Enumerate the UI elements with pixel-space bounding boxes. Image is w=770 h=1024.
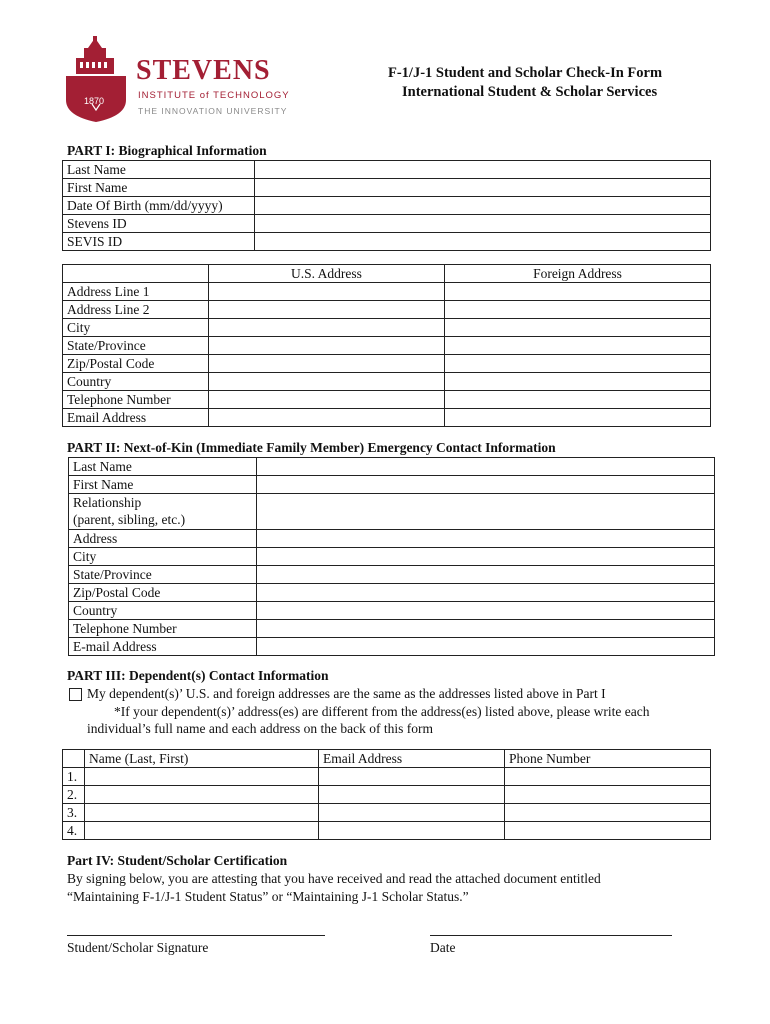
table-row: [63, 786, 711, 804]
form-title: F-1/J-1 Student and Scholar Check-In Form: [388, 65, 663, 81]
foreign-telephone-input[interactable]: [445, 391, 711, 409]
stevens-id-input[interactable]: [255, 215, 711, 233]
kin-telephone-input[interactable]: [257, 620, 715, 638]
table-row: [69, 602, 715, 620]
table-row: [69, 638, 715, 656]
table-row: [63, 179, 711, 197]
table-row: [63, 233, 711, 251]
part3-heading: PART III: Dependent(s) Contact Information: [67, 668, 329, 683]
field-label: SEVIS ID: [63, 233, 255, 251]
certification-text-line1: By signing below, you are attesting that you have received and read the attached document entitled: [67, 871, 601, 886]
table-row: [69, 458, 715, 476]
dependent-name-input[interactable]: [85, 822, 319, 840]
us-address-header: U.S. Address: [209, 265, 445, 283]
table-row: [69, 476, 715, 494]
relationship-hint: (parent, sibling, etc.): [73, 512, 186, 527]
field-label: City: [69, 548, 257, 566]
dependents-note-line2: individual’s full name and each address on the back of this form: [87, 721, 434, 736]
signature-label: Student/Scholar Signature: [67, 940, 209, 955]
table-header-row: [63, 265, 711, 283]
field-label: Stevens ID: [63, 215, 255, 233]
table-row: [63, 768, 711, 786]
stevens-shield-icon: [62, 34, 132, 124]
email-header: Email Address: [319, 750, 505, 768]
logo-name: STEVENS: [136, 55, 271, 86]
field-label: First Name: [69, 476, 257, 494]
field-label: Email Address: [63, 409, 209, 427]
kin-first-name-input[interactable]: [257, 476, 715, 494]
row-number: 4.: [63, 822, 85, 840]
field-label: Zip/Postal Code: [63, 355, 209, 373]
us-address-line2-input[interactable]: [209, 301, 445, 319]
name-header: Name (Last, First): [85, 750, 319, 768]
logo-year: 1870: [84, 96, 105, 106]
field-label: Telephone Number: [63, 391, 209, 409]
field-label: Address Line 1: [63, 283, 209, 301]
table-row: [63, 822, 711, 840]
same-address-checkbox[interactable]: [69, 688, 82, 701]
table-row: [69, 566, 715, 584]
field-label: E-mail Address: [69, 638, 257, 656]
dependent-phone-input[interactable]: [505, 822, 711, 840]
table-row: [63, 197, 711, 215]
logo-tagline: THE INNOVATION UNIVERSITY: [138, 106, 288, 116]
date-line[interactable]: [430, 935, 672, 936]
field-label: Address Line 2: [63, 301, 209, 319]
dependent-phone-input[interactable]: [505, 786, 711, 804]
field-label: Country: [69, 602, 257, 620]
dependents-note-line1: *If your dependent(s)’ address(es) are different from the address(es) listed above, please write each: [114, 704, 650, 719]
dob-input[interactable]: [255, 197, 711, 215]
field-label: Zip/Postal Code: [69, 584, 257, 602]
foreign-address-header: Foreign Address: [445, 265, 711, 283]
kin-state-input[interactable]: [257, 566, 715, 584]
phone-header: Phone Number: [505, 750, 711, 768]
table-row: [69, 494, 715, 530]
us-state-input[interactable]: [209, 337, 445, 355]
field-label: Last Name: [63, 161, 255, 179]
field-label: State/Province: [63, 337, 209, 355]
foreign-email-input[interactable]: [445, 409, 711, 427]
dependent-email-input[interactable]: [319, 804, 505, 822]
us-country-input[interactable]: [209, 373, 445, 391]
biographical-table: [62, 160, 711, 251]
field-label: Country: [63, 373, 209, 391]
dependent-email-input[interactable]: [319, 786, 505, 804]
number-header-blank: [63, 750, 85, 768]
table-row: [69, 548, 715, 566]
dependent-phone-input[interactable]: [505, 804, 711, 822]
us-zip-input[interactable]: [209, 355, 445, 373]
field-label: Telephone Number: [69, 620, 257, 638]
table-row: [63, 301, 711, 319]
us-email-input[interactable]: [209, 409, 445, 427]
field-label: State/Province: [69, 566, 257, 584]
field-label: Address: [69, 530, 257, 548]
address-table: [62, 264, 711, 427]
row-number: 3.: [63, 804, 85, 822]
foreign-address-line2-input[interactable]: [445, 301, 711, 319]
part2-heading: PART II: Next-of-Kin (Immediate Family Member) Emergency Contact Information: [67, 440, 556, 455]
table-row: [63, 215, 711, 233]
table-row: [63, 804, 711, 822]
kin-zip-input[interactable]: [257, 584, 715, 602]
certification-text-line2: “Maintaining F-1/J-1 Student Status” or “Maintaining J-1 Scholar Status.”: [67, 889, 469, 904]
dependent-email-input[interactable]: [319, 768, 505, 786]
field-label: Date Of Birth (mm/dd/yyyy): [63, 197, 255, 215]
row-number: 1.: [63, 768, 85, 786]
row-number: 2.: [63, 786, 85, 804]
logo-subtitle: INSTITUTE of TECHNOLOGY: [138, 90, 290, 101]
table-row: [63, 373, 711, 391]
address-header-blank: [63, 265, 209, 283]
us-city-input[interactable]: [209, 319, 445, 337]
date-label: Date: [430, 940, 456, 955]
foreign-country-input[interactable]: [445, 373, 711, 391]
table-row: [63, 355, 711, 373]
field-label: City: [63, 319, 209, 337]
table-row: [63, 409, 711, 427]
kin-email-input[interactable]: [257, 638, 715, 656]
dependents-table: [62, 749, 711, 840]
same-address-label: My dependent(s)’ U.S. and foreign addresses are the same as the addresses listed above in Part I: [87, 686, 606, 701]
next-of-kin-table: [68, 457, 715, 656]
relationship-label: Relationship: [73, 495, 142, 510]
us-address-line1-input[interactable]: [209, 283, 445, 301]
kin-last-name-input[interactable]: [257, 458, 715, 476]
part4-heading: Part IV: Student/Scholar Certification: [67, 853, 288, 868]
dependent-name-input[interactable]: [85, 804, 319, 822]
table-row: [63, 391, 711, 409]
field-label: First Name: [63, 179, 255, 197]
field-label: Last Name: [69, 458, 257, 476]
stevens-logo: [62, 34, 302, 124]
dependent-name-input[interactable]: [85, 768, 319, 786]
table-row: [63, 319, 711, 337]
table-row: [63, 337, 711, 355]
table-row: [69, 620, 715, 638]
last-name-input[interactable]: [255, 161, 711, 179]
signature-line[interactable]: [67, 935, 325, 936]
table-row: [63, 161, 711, 179]
foreign-state-input[interactable]: [445, 337, 711, 355]
dependent-phone-input[interactable]: [505, 768, 711, 786]
dependent-email-input[interactable]: [319, 822, 505, 840]
kin-relationship-input[interactable]: [257, 494, 715, 530]
foreign-city-input[interactable]: [445, 319, 711, 337]
us-telephone-input[interactable]: [209, 391, 445, 409]
dependent-name-input[interactable]: [85, 786, 319, 804]
foreign-address-line1-input[interactable]: [445, 283, 711, 301]
table-header-row: [63, 750, 711, 768]
table-row: [69, 584, 715, 602]
kin-country-input[interactable]: [257, 602, 715, 620]
part1-heading: PART I: Biographical Information: [67, 143, 267, 158]
kin-address-input[interactable]: [257, 530, 715, 548]
form-subtitle: International Student & Scholar Services: [402, 84, 658, 100]
field-label: [69, 494, 257, 530]
table-row: [69, 530, 715, 548]
sevis-id-input[interactable]: [255, 233, 711, 251]
first-name-input[interactable]: [255, 179, 711, 197]
foreign-zip-input[interactable]: [445, 355, 711, 373]
kin-city-input[interactable]: [257, 548, 715, 566]
table-row: [63, 283, 711, 301]
